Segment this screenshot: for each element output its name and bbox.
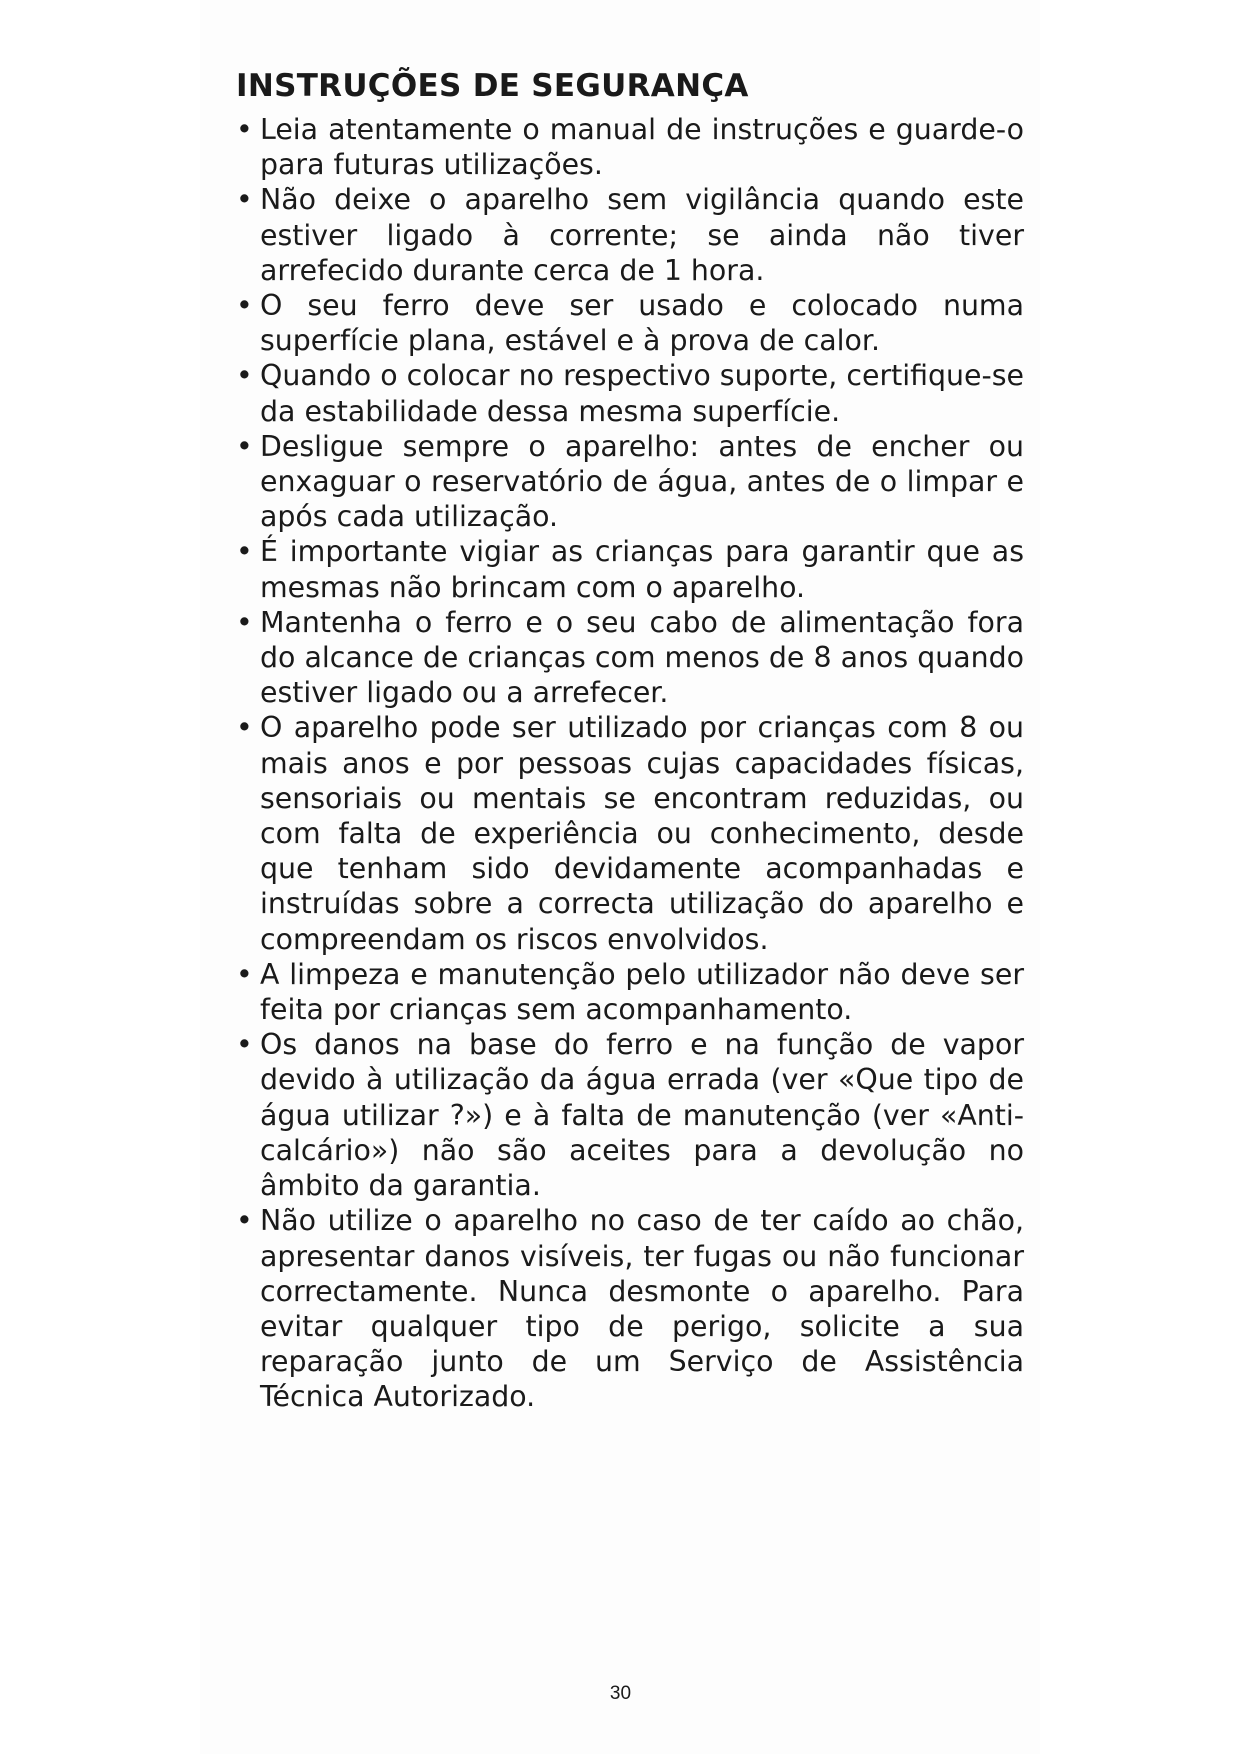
list-item-text: É importante vigiar as crianças para garantir que as mesmas não brincam com o aparelho. <box>260 535 1024 604</box>
list-item <box>236 710 1024 956</box>
bullet-icon: • <box>236 711 253 745</box>
list-item <box>236 288 1024 358</box>
list-item-text: Quando o colocar no respectivo suporte, certifique-se da estabilidade dessa mesma superfície. <box>260 359 1024 428</box>
bullet-icon: • <box>236 535 253 569</box>
list-item-text: Mantenha o ferro e o seu cabo de alimentação fora do alcance de crianças com menos de 8 anos quando estiver ligado ou a arrefecer. <box>260 605 1024 710</box>
bullet-icon: • <box>236 957 253 991</box>
list-item-text: A limpeza e manutenção pelo utilizador não deve ser feita por crianças sem acompanhamento. <box>260 957 1024 1027</box>
list-item <box>236 534 1024 604</box>
list-item <box>236 1027 1024 1203</box>
list-item <box>236 957 1024 1027</box>
list-item-text: Não utilize o aparelho no caso de ter caído ao chão, apresentar danos visíveis, ter fugas ou não funcionar correctamente. Nunca desmonte o aparelho. Para evitar qualquer tipo de perigo, solicite a sua reparação junto de um Serviço de Assistência Técnica Autorizado. <box>260 1204 1024 1414</box>
bullet-icon: • <box>236 1028 253 1062</box>
bullet-icon: • <box>236 113 253 146</box>
list-item-text: O aparelho pode ser utilizado por crianças com 8 ou mais anos e por pessoas cujas capacidades físicas, sensoriais ou mentais se encontram reduzidas, ou com falta de experiência ou conhecimento, desde que tenham sido devidamente acompanhadas e instruídas sobre a correcta utilização do aparelho e compreendam os riscos envolvidos. <box>260 711 1024 956</box>
bullet-icon: • <box>236 1204 253 1238</box>
bullet-icon: • <box>236 183 253 217</box>
list-item-text: Desligue sempre o aparelho: antes de encher ou enxaguar o reservatório de água, antes de o limpar e após cada utilização. <box>260 429 1024 534</box>
list-item-text: Não deixe o aparelho sem vigilância quando este estiver ligado à corrente; se ainda não tiver arrefecido durante cerca de 1 hora. <box>260 183 1024 287</box>
bullet-icon: • <box>236 289 253 323</box>
page-number: 30 <box>609 1683 632 1704</box>
bullet-icon: • <box>236 359 253 393</box>
list-item <box>236 605 1024 711</box>
section-title: INSTRUÇÕES DE SEGURANÇA <box>236 68 749 104</box>
bullet-icon: • <box>236 429 253 463</box>
list-item <box>236 429 1024 535</box>
list-item <box>236 182 1024 288</box>
list-item <box>236 358 1024 428</box>
safety-instructions-list <box>236 112 1024 1415</box>
document-body <box>236 62 1024 1415</box>
list-item <box>236 1203 1024 1414</box>
list-item <box>236 112 1024 182</box>
list-item-text: Leia atentamente o manual de instruções e guarde-o para futuras utilizações. <box>260 113 1024 182</box>
list-item-text: O seu ferro deve ser usado e colocado numa superfície plana, estável e à prova de calor. <box>260 289 1024 358</box>
bullet-icon: • <box>236 605 253 639</box>
list-item-text: Os danos na base do ferro e na função de vapor devido à utilização da água errada (ver «Que tipo de água utilizar ?») e à falta de manutenção (ver «Anti-calcário») não são aceites para a devolução no âmbito da garantia. <box>260 1028 1024 1203</box>
